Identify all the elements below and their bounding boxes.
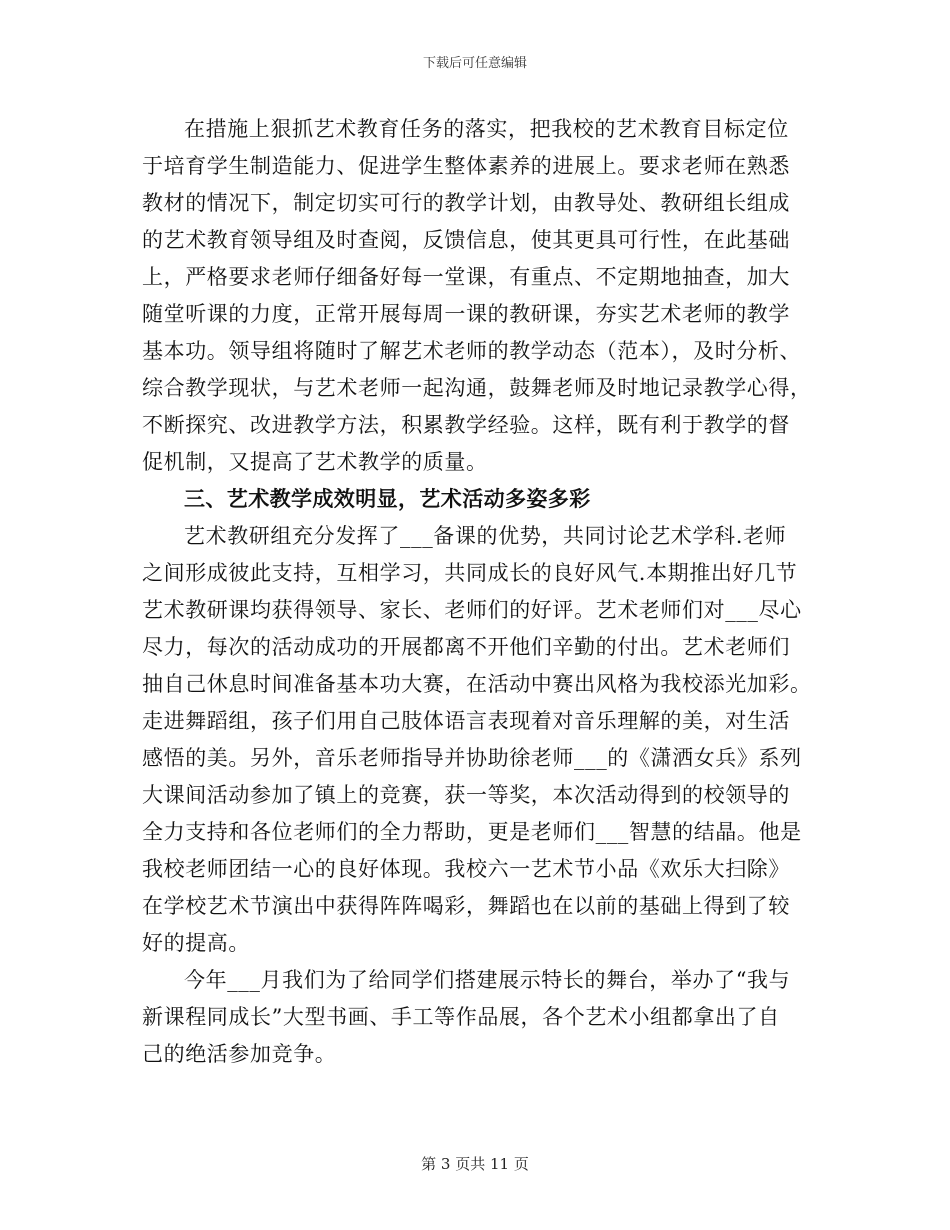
paragraph-line: 走进舞蹈组，孩子们用自己肢体语言表现着对音乐理解的美，对生活 [142, 709, 790, 733]
section-heading: 三、艺术教学成效明显，艺术活动多姿多彩 [184, 487, 591, 511]
paragraph-line: 之间形成彼此支持，互相学习，共同成长的良好风气.本期推出好几节 [142, 561, 798, 585]
paragraph-line: 大课间活动参加了镇上的竞赛，获一等奖，本次活动得到的校领导的 [142, 783, 790, 807]
paragraph-line: 基本功。领导组将随时了解艺术老师的教学动态（范本），及时分析、 [142, 339, 802, 363]
paragraph-line: 今年___月我们为了给同学们搭建展示特长的舞台，举办了“我与 [184, 968, 791, 992]
header-note: 下载后可任意编辑 [422, 56, 527, 71]
paragraph-line: 不断探究、改进教学方法，积累教学经验。这样，既有利于教学的督 [142, 413, 790, 437]
paragraph-line: 在学校艺术节演出中获得阵阵喝彩，舞蹈也在以前的基础上得到了较 [142, 894, 790, 918]
paragraph-line: 好的提高。 [142, 931, 250, 955]
paragraph-line: 尽力，每次的活动成功的开展都离不开他们辛勤的付出。艺术老师们 [142, 635, 790, 659]
paragraph-line: 综合教学现状，与艺术老师一起沟通，鼓舞老师及时地记录教学心得， [142, 376, 812, 400]
paragraph-line: 新课程同成长”大型书画、手工等作品展，各个艺术小组都拿出了自 [142, 1005, 780, 1029]
paragraph-line: 随堂听课的力度，正常开展每周一课的教研课，夯实艺术老师的教学 [142, 302, 790, 326]
paragraph-line: 促机制，又提高了艺术教学的质量。 [142, 450, 488, 474]
paragraph-line: 的艺术教育领导组及时查阅，反馈信息，使其更具可行性，在此基础 [142, 228, 790, 252]
paragraph-line: 上，严格要求老师仔细备好每一堂课，有重点、不定期地抽查，加大 [142, 265, 790, 289]
paragraph-line: 全力支持和各位老师们的全力帮助，更是老师们___智慧的结晶。他是 [142, 820, 802, 844]
paragraph-line: 艺术教研课均获得领导、家长、老师们的好评。艺术老师们对___尽心 [142, 598, 802, 622]
paragraph-line: 于培育学生制造能力、促进学生整体素养的进展上。要求老师在熟悉 [142, 154, 790, 178]
paragraph-line: 艺术教研组充分发挥了___备课的优势，共同讨论艺术学科.老师 [184, 524, 787, 548]
paragraph-line: 感悟的美。另外，音乐老师指导并协助徐老师___的《潇洒女兵》系列 [142, 746, 802, 770]
paragraph-line: 在措施上狠抓艺术教育任务的落实，把我校的艺术教育目标定位 [184, 117, 789, 141]
paragraph-line: 我校老师团结一心的良好体现。我校六一艺术节小品《欢乐大扫除》 [142, 857, 790, 881]
paragraph-line: 己的绝活参加竞争。 [142, 1042, 337, 1066]
paragraph-line: 抽自己休息时间准备基本功大赛，在活动中赛出风格为我校添光加彩。 [142, 672, 812, 696]
document-body [142, 111, 812, 1073]
paragraph-line: 教材的情况下，制定切实可行的教学计划，由教导处、教研组长组成 [142, 191, 790, 215]
page-footer: 第 3 页共 11 页 [421, 1155, 529, 1173]
